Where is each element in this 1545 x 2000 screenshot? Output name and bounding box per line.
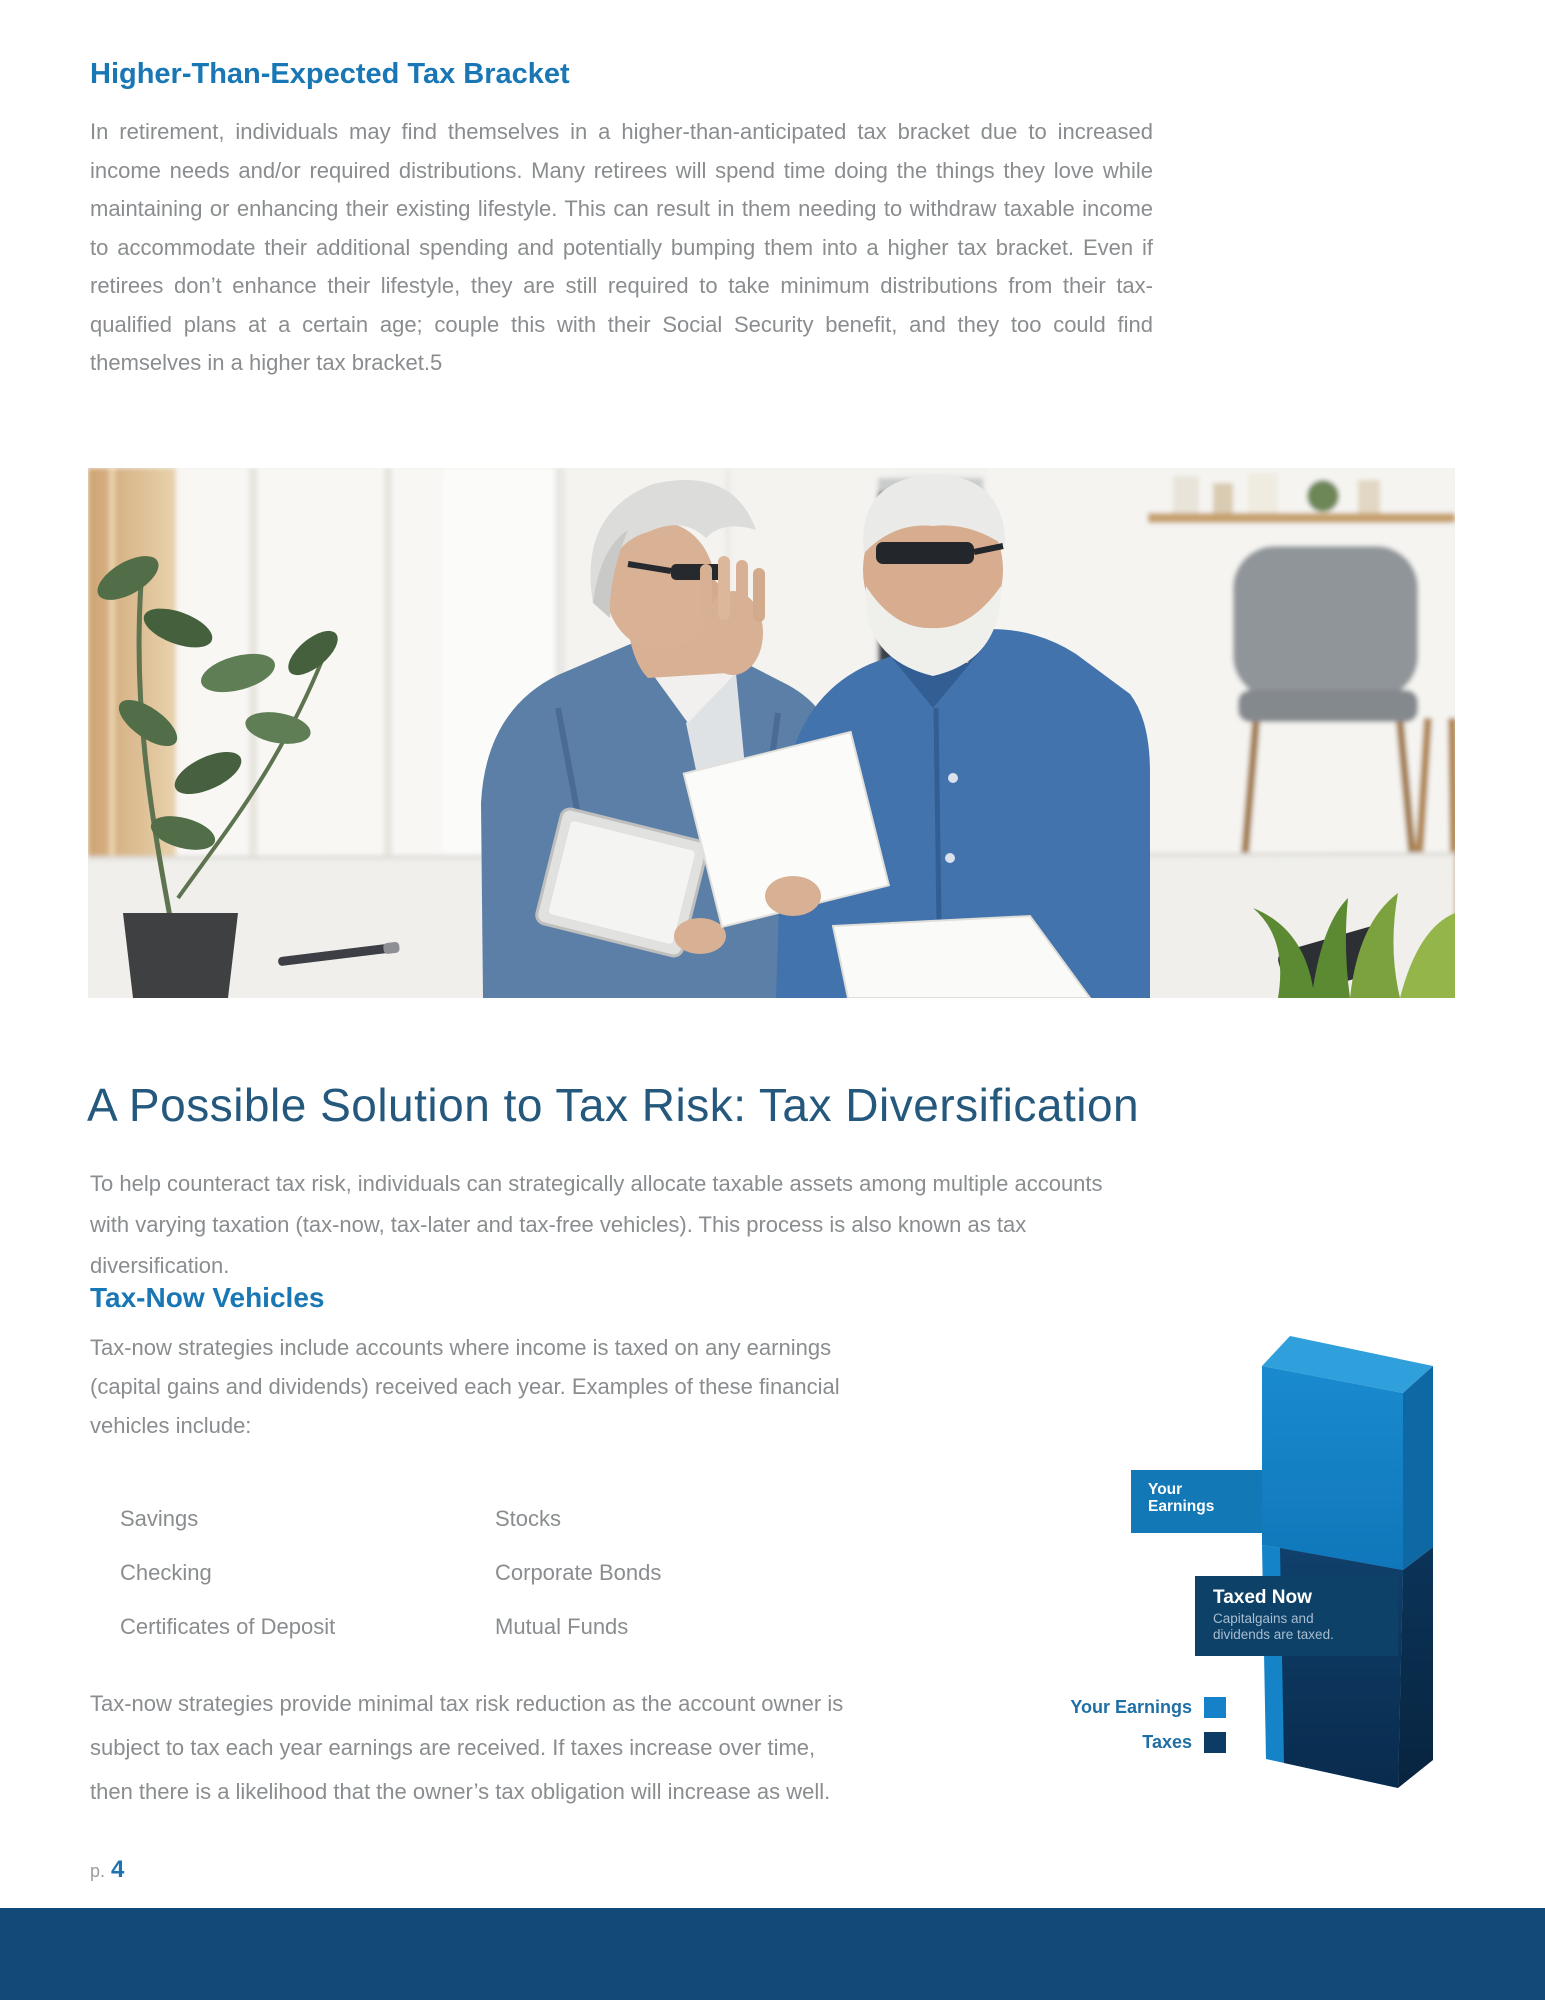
legend-item-earnings <box>1070 1696 1226 1718</box>
list-item: Corporate Bonds <box>495 1560 662 1585</box>
list-item: Savings <box>120 1506 199 1531</box>
solution-heading: A Possible Solution to Tax Risk: Tax Diversification <box>87 1079 1140 1131</box>
list-item: Certificates of Deposit <box>120 1614 336 1639</box>
man-hand <box>765 876 821 916</box>
legend-label: Your Earnings <box>1070 1696 1192 1717</box>
page-number-value: 4 <box>111 1856 125 1883</box>
chair <box>1233 546 1418 698</box>
footer-bar <box>0 1908 1545 2000</box>
tax-now-heading: Tax-Now Vehicles <box>90 1282 325 1313</box>
taxed-now-callout-title: Taxed Now <box>1213 1587 1312 1608</box>
bar-taxes-side <box>1398 1547 1433 1788</box>
stacked-3d-bar <box>1040 1300 1545 1812</box>
tax-now-chart <box>1040 1300 1545 1812</box>
taxed-now-callout-subtitle: Capitalgains and dividends are taxed. <box>1213 1611 1334 1642</box>
list-item: Mutual Funds <box>495 1614 629 1639</box>
your-earnings-callout <box>1131 1470 1262 1533</box>
list-item: Stocks <box>495 1506 562 1531</box>
legend-item-taxes <box>1142 1731 1226 1753</box>
page-number <box>90 1856 124 1884</box>
your-earnings-callout-label: Your Earnings <box>1148 1481 1215 1515</box>
taxed-now-callout <box>1195 1576 1398 1656</box>
list-item: Checking <box>120 1560 212 1585</box>
man-glasses <box>876 542 974 564</box>
page-number-prefix: p. <box>90 1861 106 1881</box>
legend-swatch-light-blue <box>1204 1697 1226 1718</box>
solution-paragraph: To help counteract tax risk, individuals can strategically allocate taxable assets among multiple accounts with varying taxation (tax-now, tax-later and tax-free vehicles). This process is also known as tax diversification. <box>90 1171 1103 1278</box>
tax-now-paragraph: Tax-now strategies include accounts where income is taxed on any earnings (capital gains and dividends) received each year. Examples of these financial vehicles include: <box>90 1335 840 1438</box>
plant-pot <box>123 913 238 998</box>
woman-hand <box>674 918 726 954</box>
bar-earnings-side <box>1403 1366 1433 1570</box>
couple-photo <box>88 468 1455 998</box>
intro-paragraph: In retirement, individuals may find themselves in a higher-than-anticipated tax bracket due to increased income needs and/or required distributions. Many retirees will spend time doing the things they love while maintaining or enhancing their existing lifestyle. This can result in them needing to withdraw taxable income to accommodate their additional spending and potentially bumping them into a higher tax bracket. Even if retirees don’t enhance their lifestyle, they are still required to take minimum distributions from their tax-qualified plans at a certain age; couple this with their Social Security benefit, and they too could find themselves in a higher tax bracket.5 <box>90 119 1153 375</box>
photo-illustration <box>88 468 1455 998</box>
tax-now-closing-paragraph: Tax-now strategies provide minimal tax risk reduction as the account owner is subject to tax each year earnings are received. If taxes increase over time, then there is a likelihood that the owner’s tax obligation will increase as well. <box>90 1691 844 1804</box>
legend-label: Taxes <box>1142 1731 1192 1752</box>
legend-swatch-navy <box>1204 1732 1226 1753</box>
bar-earnings-front <box>1262 1366 1403 1570</box>
intro-heading: Higher-Than-Expected Tax Bracket <box>90 58 570 90</box>
shelf <box>1148 513 1455 523</box>
